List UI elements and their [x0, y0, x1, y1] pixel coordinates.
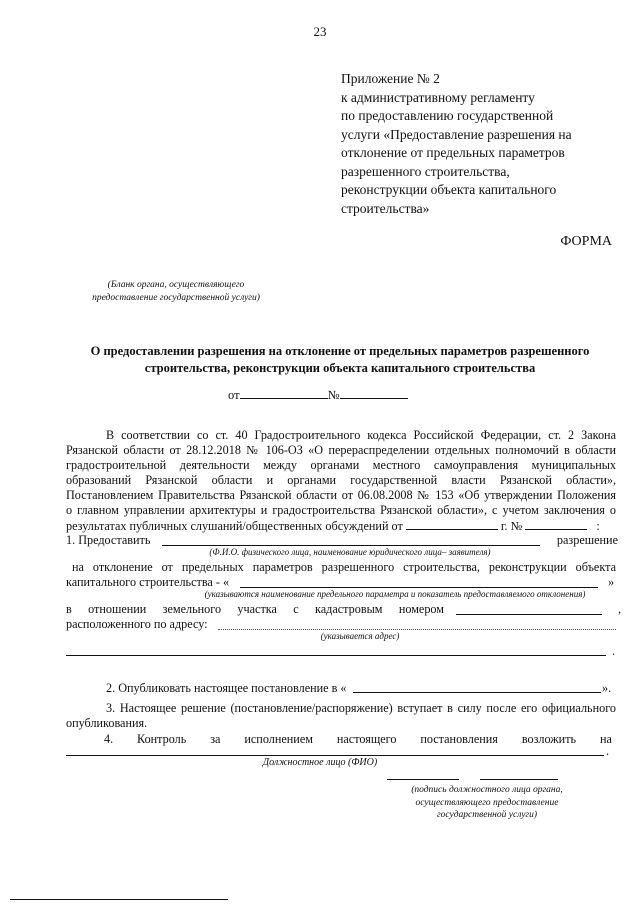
- appendix-line: по предоставлению государственной: [341, 108, 554, 123]
- item1-line2: на отклонение от предельных параметров разрешенного строительства, реконструкции объекта: [72, 560, 616, 574]
- official-hint: Должностное лицо (ФИО): [262, 757, 378, 768]
- appendix-line: разрешенного строительства,: [341, 163, 510, 179]
- item2-text: 2. Опубликовать настоящее постановление в «: [106, 681, 347, 695]
- footnote-rule: [10, 899, 228, 900]
- appendix-line: Приложение № 2: [341, 71, 440, 86]
- blank-note-line: (Бланк органа, осуществляющего: [107, 280, 245, 290]
- date-blank[interactable]: [240, 387, 328, 399]
- comma: ,: [618, 602, 622, 616]
- appendix-line: услуги «Предоставление разрешения на: [341, 126, 572, 142]
- signature-note: [382, 784, 592, 822]
- item4-word: исполнением: [244, 732, 313, 746]
- item1-start: 1. Предоставить: [66, 533, 151, 547]
- signature-note-line: государственной услуги): [436, 810, 538, 820]
- hearings-date-blank[interactable]: [406, 518, 498, 530]
- appendix-line: отклонение от предельных параметров: [341, 145, 565, 160]
- item3-line: опубликования.: [66, 716, 148, 730]
- preamble-line: [66, 518, 616, 534]
- hearings-number-label: г. №: [500, 519, 523, 533]
- item4-word: возложить: [521, 732, 577, 746]
- page-number: 23: [313, 24, 327, 39]
- preamble-line: Постановлением Правительства Рязанской области от 06.08.2008 № 153 «Об утверждении Положения: [66, 488, 616, 502]
- quote-close: »: [608, 575, 615, 589]
- appendix-line: реконструкции объекта капитального: [341, 182, 557, 197]
- blank-note: [66, 279, 286, 304]
- appendix-line: строительства»: [341, 200, 430, 216]
- preamble-line: о главном управлении архитектуры и градостроительства Рязанской области», с учетом заключения о: [66, 503, 616, 517]
- address-hint: (указывается адрес): [320, 631, 400, 641]
- item3-line: 3. Настоящее решение (постановление/распоряжение) вступает в силу после его официального: [106, 701, 616, 715]
- item2-end: ».: [602, 681, 612, 695]
- preamble-line: образований Рязанской области и органами государственной власти Рязанской области»,: [66, 473, 616, 487]
- signature-blank[interactable]: [387, 779, 459, 780]
- signature-note-line: (подпись должностного лица органа,: [411, 785, 563, 795]
- signature-note-line: осуществляющего предоставление: [415, 797, 559, 808]
- item4-word: постановления: [420, 732, 498, 746]
- item4-word: настоящего: [336, 732, 397, 746]
- period: .: [612, 644, 616, 658]
- official-blank[interactable]: [66, 755, 604, 756]
- address-label: расположенного по адресу:: [66, 617, 208, 631]
- appendix-line: к административному регламенту: [341, 89, 535, 105]
- date-number-line: [228, 387, 408, 403]
- hearings-number-blank[interactable]: [525, 518, 587, 530]
- item4-line: [104, 732, 612, 747]
- preamble-line: В соответствии со ст. 40 Градостроительного кодекса Российской Федерации, ст. 2 Закона: [106, 428, 616, 442]
- item4-end: .: [606, 744, 610, 758]
- applicant-blank[interactable]: [162, 545, 540, 546]
- form-label: ФОРМА: [560, 234, 612, 249]
- item4-word: на: [600, 732, 612, 746]
- date-label: от: [228, 388, 240, 402]
- applicant-hint: (Ф.И.О. физического лица, наименование юридического лица– заявителя): [209, 547, 491, 557]
- preamble-line: градостроительной деятельности между органами местного самоуправления муниципальных: [66, 458, 616, 472]
- deviation-blank[interactable]: [240, 587, 598, 588]
- number-label: №: [327, 388, 340, 402]
- item4-word: 4.: [104, 732, 114, 746]
- title-line: строительства, реконструкции объекта капитального строительства: [144, 361, 536, 375]
- cadastral-text: в отношении земельного участка с кадастровым номером: [66, 602, 444, 616]
- item1-end: разрешение: [556, 533, 618, 547]
- address-blank[interactable]: [218, 629, 616, 630]
- address-blank-2[interactable]: [66, 655, 606, 656]
- hearings-text: результатах публичных слушаний/общественных обсуждений от: [66, 519, 403, 533]
- signature-blank[interactable]: [480, 779, 558, 780]
- appendix-header: [341, 70, 631, 218]
- item4-word: Контроль: [137, 732, 187, 746]
- item4-word: за: [210, 732, 221, 746]
- number-blank[interactable]: [340, 387, 408, 399]
- blank-note-line: предоставление государственной услуги): [92, 292, 260, 303]
- item1-line3-text: капитального строительства - «: [66, 575, 230, 589]
- colon: :: [596, 519, 600, 533]
- document-title: [70, 343, 610, 377]
- deviation-hint: (указываются наименование предельного параметра и показатель предоставляемого отклонения): [204, 589, 586, 599]
- title-line: О предоставлении разрешения на отклонение от предельных параметров разрешенного: [90, 344, 590, 358]
- publication-blank[interactable]: [353, 692, 601, 693]
- preamble-line: Рязанской области от 28.12.2018 № 106-ОЗ «О перераспределении отдельных полномочий в области: [66, 443, 616, 457]
- cadastral-blank[interactable]: [456, 614, 602, 615]
